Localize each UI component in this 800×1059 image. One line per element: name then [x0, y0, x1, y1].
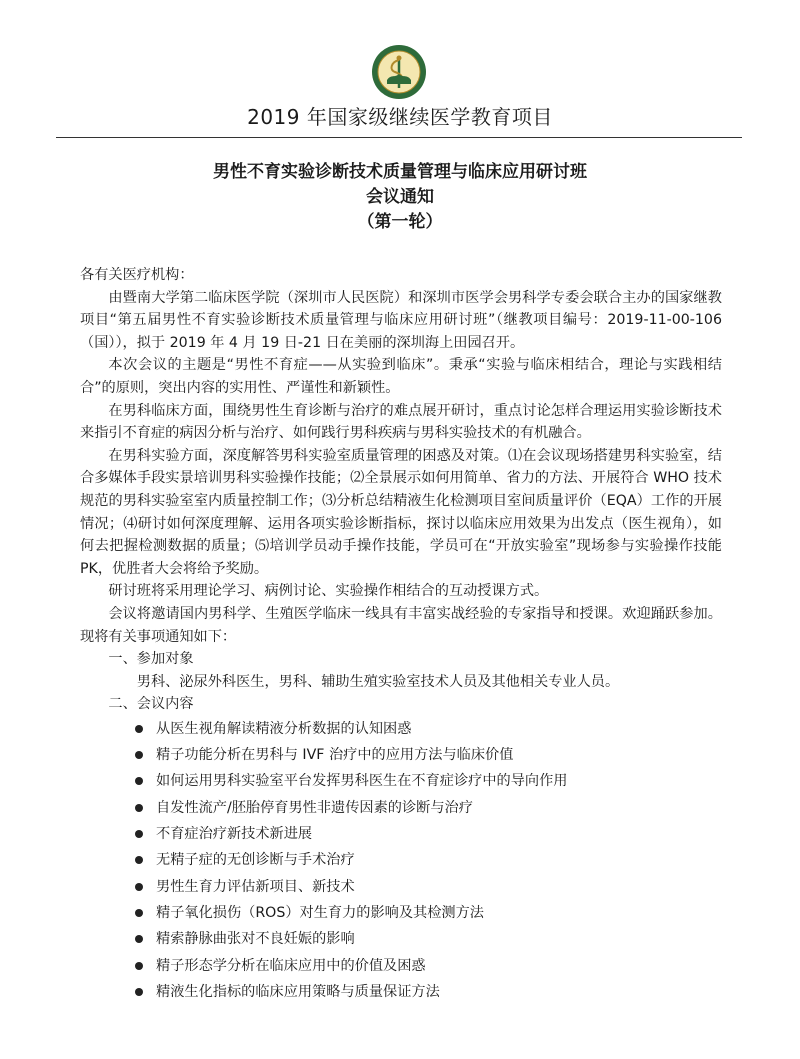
bullet-icon: [135, 777, 143, 785]
bullet-icon: [135, 725, 143, 733]
bullet-icon: [135, 883, 143, 891]
paragraph-format: 研讨班将采用理论学习、病例讨论、实验操作相结合的互动授课方式。: [108, 583, 549, 600]
notice-subtitle: 会议通知: [366, 187, 434, 207]
list-item: 不育症治疗新技术新进展: [135, 821, 722, 847]
list-item: 精子氧化损伤（ROS）对生育力的影响及其检测方法: [135, 900, 722, 926]
list-item: 从医生视角解读精液分析数据的认知困惑: [135, 716, 722, 742]
salutation: 各有关医疗机构：: [80, 267, 194, 283]
header-title: 2019 年国家级继续医学教育项目: [247, 105, 553, 129]
notice-body: [80, 264, 722, 1005]
bullet-icon: [135, 830, 143, 838]
section-text-participants: 男科、泌尿外科医生，男科、辅助生殖实验室技术人员及其他相关专业人员。: [136, 673, 620, 690]
list-item: 精液生化指标的临床应用策略与质量保证方法: [135, 979, 722, 1005]
content-list: [80, 716, 722, 1005]
bullet-icon: [135, 962, 143, 970]
paragraph-invitation: 会议将邀请国内男科学、生殖医学临床一线具有丰富实战经验的专家指导和授课。欢迎踊跃参加。现将有关事项通知如下：: [80, 605, 722, 645]
bullet-icon: [135, 909, 143, 917]
bullet-icon: [135, 751, 143, 759]
list-item: 精子功能分析在男科与 IVF 治疗中的应用方法与临床价值: [135, 742, 722, 768]
list-item: 如何运用男科实验室平台发挥男科医生在不育症诊疗中的导向作用: [135, 768, 722, 794]
paragraph-intro: 由暨南大学第二临床医学院（深圳市人民医院）和深圳市医学会男科学专委会联合主办的国家继教项目“第五届男性不育实验诊断技术质量管理与临床应用研讨班”（继教项目编号：2019-11-00-106（国）），拟于 2019 年 4 月 19 日-21 日在美丽的深圳海上田园召开。: [80, 289, 722, 351]
paragraph-clinical: 在男科临床方面，围绕男性生育诊断与治疗的难点展开研讨，重点讨论怎样合理运用实验诊断技术来指引不育症的病因分析与治疗、如何践行男科疾病与男科实验技术的有机融合。: [80, 402, 722, 442]
list-item: 精索静脉曲张对不良妊娠的影响: [135, 926, 722, 952]
section-heading-participants: 一、参加对象: [108, 651, 194, 668]
bullet-icon: [135, 935, 143, 943]
notice-title-block: [0, 160, 800, 235]
list-item: 无精子症的无创诊断与手术治疗: [135, 847, 722, 873]
list-item: 男性生育力评估新项目、新技术: [135, 874, 722, 900]
header-divider: [56, 137, 742, 138]
section-heading-content: 二、会议内容: [108, 696, 194, 713]
university-seal-icon: [371, 44, 427, 100]
bullet-icon: [135, 804, 143, 812]
bullet-icon: [135, 856, 143, 864]
paragraph-laboratory: 在男科实验方面，深度解答男科实验室质量管理的困惑及对策。⑴在会议现场搭建男科实验室，结合多媒体手段实景培训男科实验操作技能；⑵全景展示如何用简单、省力的方法、开展符合 WHO 技术规范的男科实验室室内质量控制工作；⑶分析总结精液生化检测项目室间质量评价（EQA）工作的开展情况；⑷研讨如何深度理解、运用各项实验诊断指标，探讨以临床应用效果为出发点（医生视角），如何去把握检测数据的质量；⑸培训学员动手操作技能，学员可在“开放实验室”现场参与实验操作技能 PK，优胜者大会将给予奖励。: [80, 447, 722, 577]
notice-title: 男性不育实验诊断技术质量管理与临床应用研讨班: [213, 162, 587, 182]
paragraph-theme: 本次会议的主题是“男性不育症——从实验到临床”。秉承“实验与临床相结合，理论与实践相结合”的原则，突出内容的实用性、严谨性和新颖性。: [80, 357, 722, 396]
bullet-icon: [135, 988, 143, 996]
list-item: 自发性流产/胚胎停育男性非遗传因素的诊断与治疗: [135, 795, 722, 821]
notice-round: （第一轮）: [357, 212, 443, 232]
list-item: 精子形态学分析在临床应用中的价值及困惑: [135, 953, 722, 979]
